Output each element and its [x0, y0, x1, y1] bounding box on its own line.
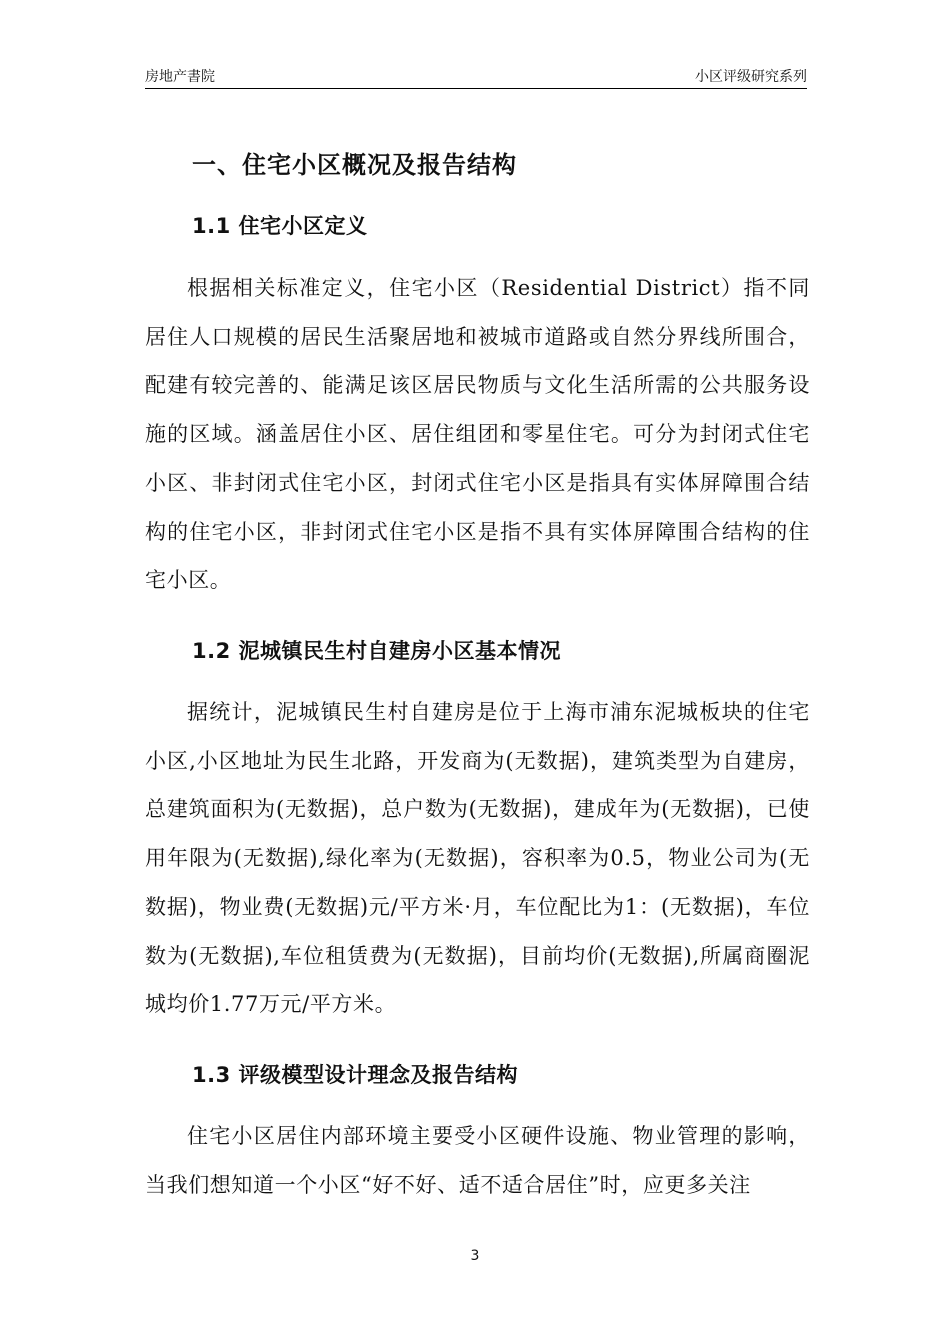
section-1-1-paragraph: 根据相关标准定义，住宅小区（Residential District）指不同居住人口规模的居民生活聚居地和被城市道路或自然分界线所围合，配建有较完善的、能满足该区居民物质与文化生活所需的公共服务设施的区域。涵盖居住小区、居住组团和零星住宅。可分为封闭式住宅小区、非封闭式住宅小区，封闭式住宅小区是指具有实体屏障围合结构的住宅小区，非封闭式住宅小区是指不具有实体屏障围合结构的住宅小区。 — [145, 276, 810, 593]
header-series: 小区评级研究系列 — [695, 69, 807, 85]
page-number: 3 — [470, 1248, 480, 1264]
section-title-1-3: 1.3 评级模型设计理念及报告结构 — [192, 1063, 519, 1087]
page-header — [145, 62, 807, 89]
section-title-1-2: 1.2 泥城镇民生村自建房小区基本情况 — [192, 639, 562, 663]
section-1-2-paragraph: 据统计，泥城镇民生村自建房是位于上海市浦东泥城板块的住宅小区,小区地址为民生北路，开发商为(无数据)，建筑类型为自建房，总建筑面积为(无数据)，总户数为(无数据)，建成年为(无数据)，已使用年限为(无数据),绿化率为(无数据)，容积率为0.5，物业公司为(无数据)，物业费(无数据)元/平方米·月，车位配比为1：(无数据)，车位数为(无数据),车位租赁费为(无数据)，目前均价(无数据),所属商圈泥城均价1.77万元/平方米。 — [145, 700, 810, 1017]
section-title-1-1: 1.1 住宅小区定义 — [192, 214, 368, 238]
section-1-3-paragraph: 住宅小区居住内部环境主要受小区硬件设施、物业管理的影响，当我们想知道一个小区“好不好、适不适合居住”时，应更多关注 — [145, 1124, 810, 1197]
chapter-title: 一、住宅小区概况及报告结构 — [192, 151, 517, 179]
header-publisher: 房地产書院 — [145, 69, 215, 85]
